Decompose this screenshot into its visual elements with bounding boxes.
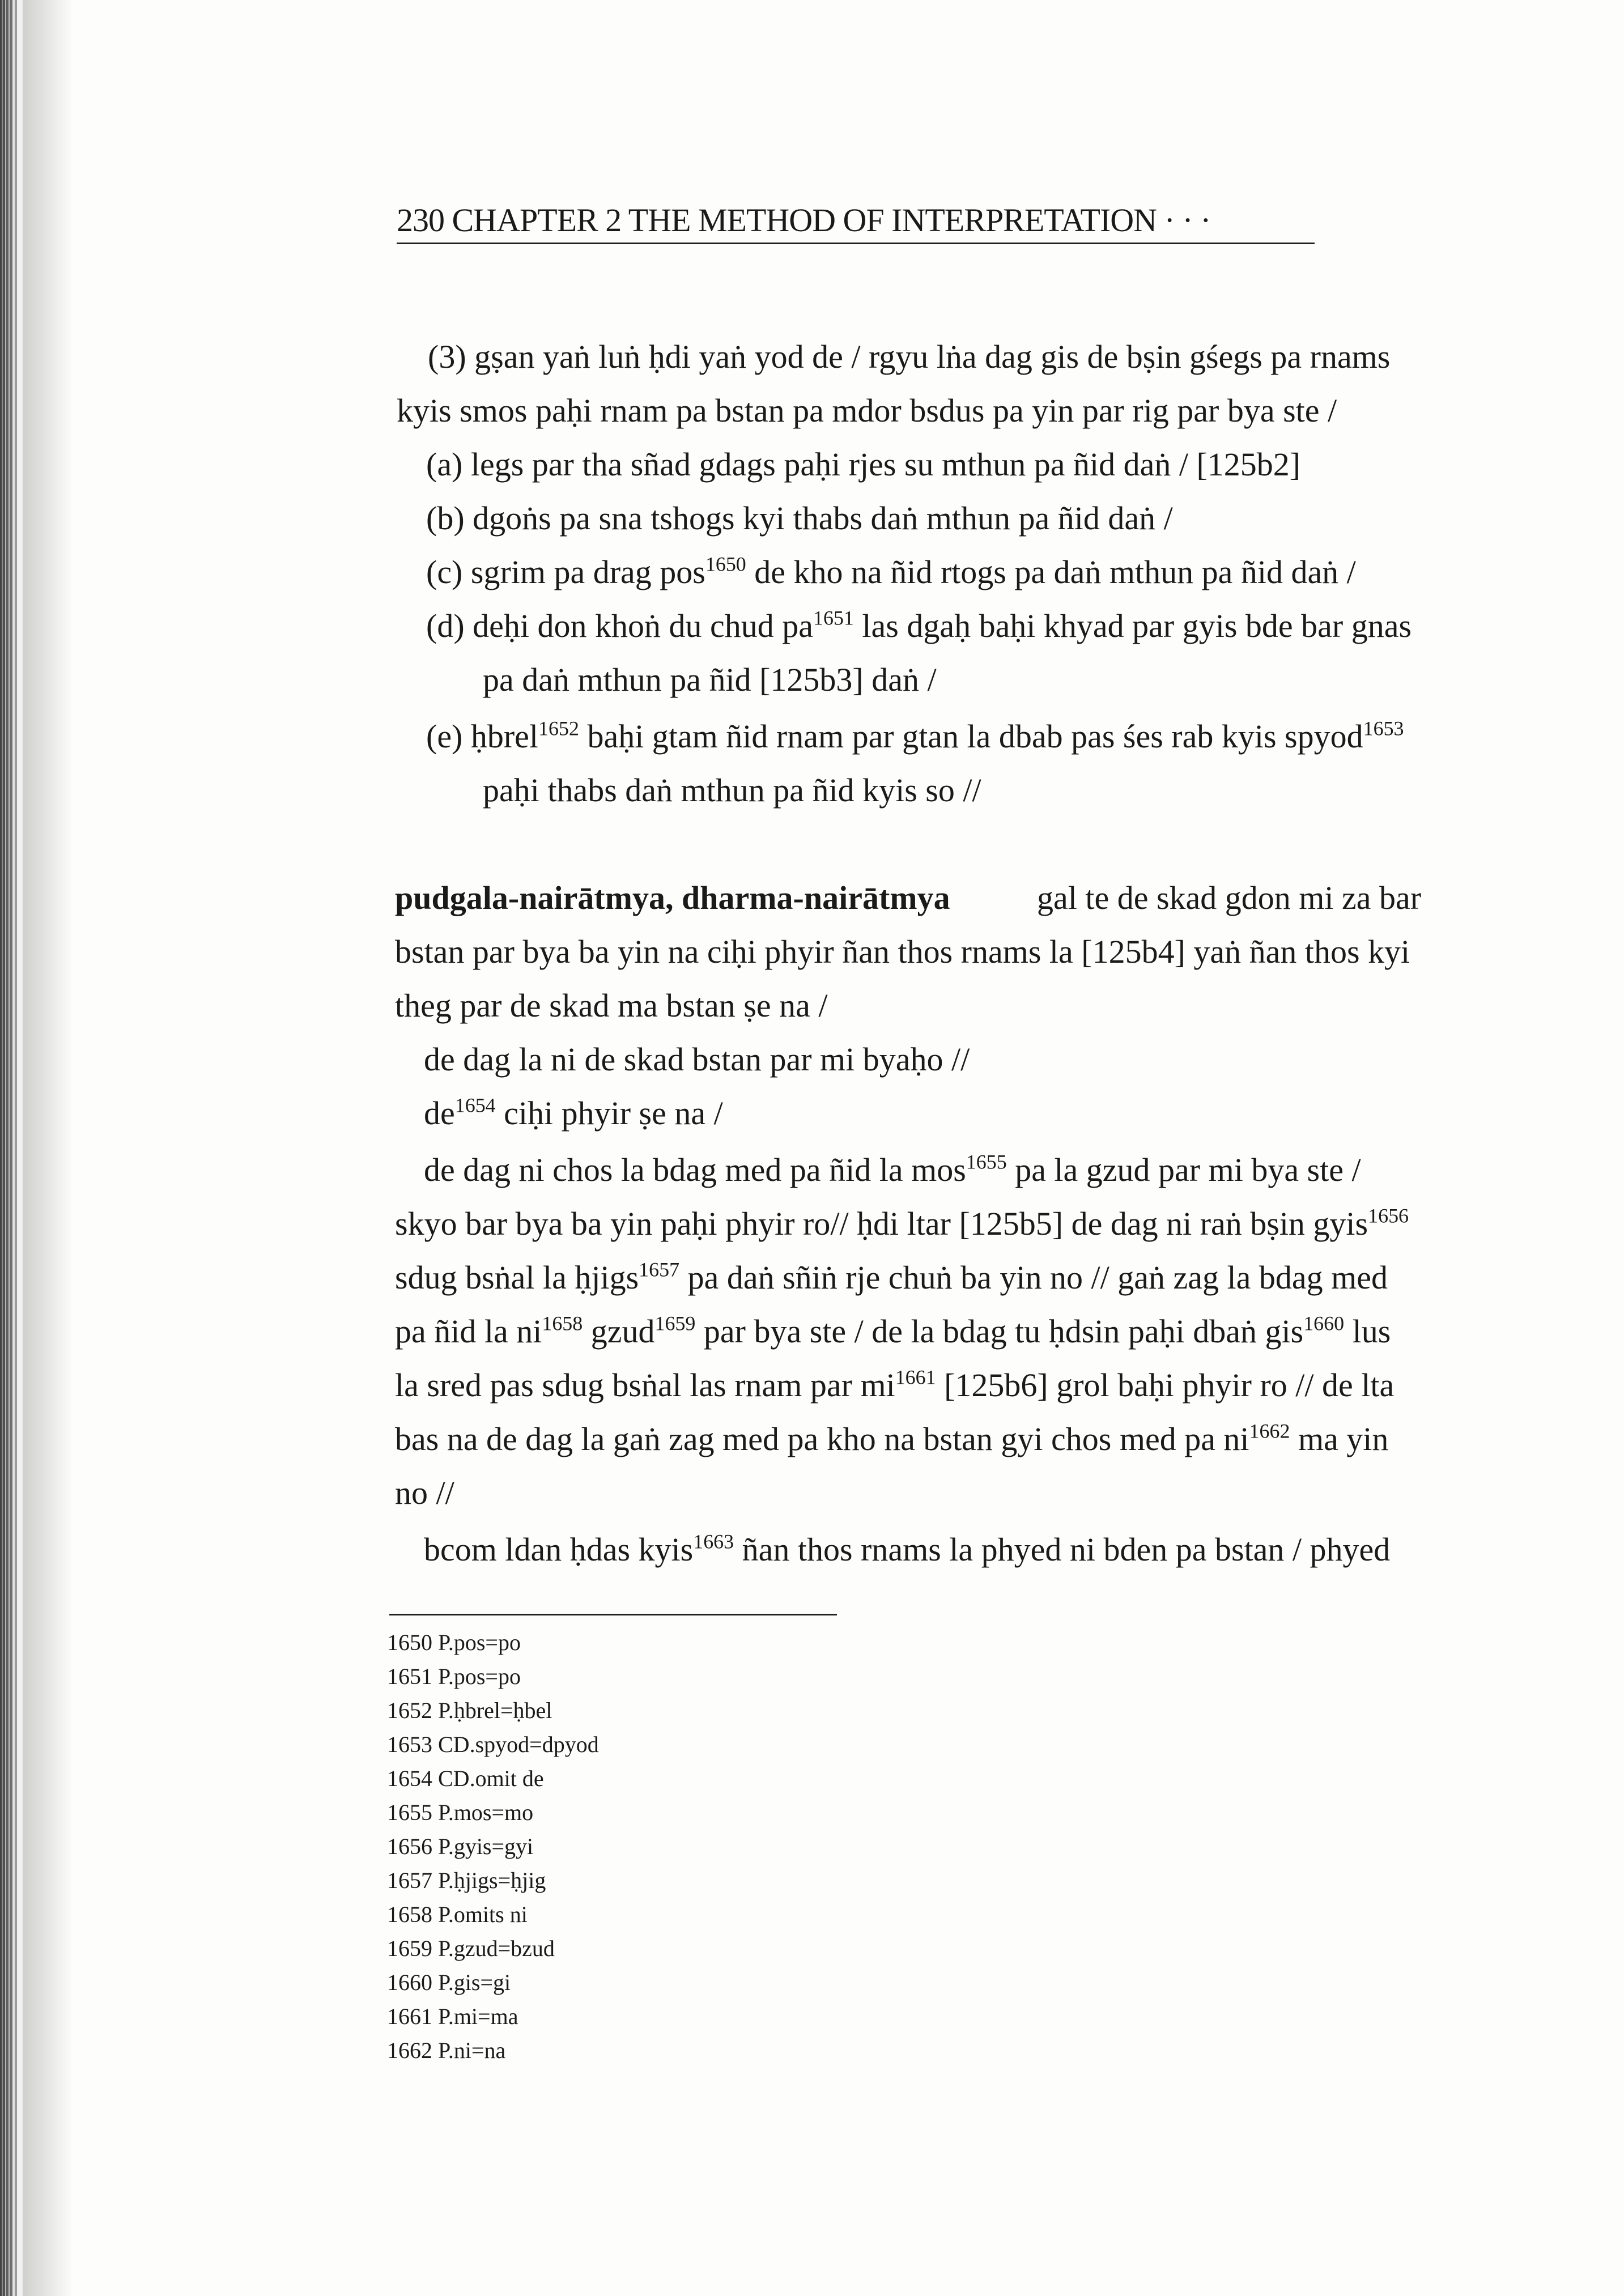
book-spine-edge (0, 0, 23, 2296)
footnote: 1655 P.mos=mo (387, 1800, 534, 1825)
text-line: bcom ldan ḥdas kyis$^{1663}$ ñan thos rnams la phyed ni bden pa bstan / phyed (424, 1530, 1391, 1568)
text-line: bstan par bya ba yin na ciḥi phyir ñan thos rnams la [125b4] yaṅ ñan thos kyi (395, 933, 1410, 970)
text-line: paḥi thabs daṅ mthun pa ñid kyis so // (483, 772, 981, 809)
text-line: $de^{1654}$ ciḥi phyir ṣe na / (424, 1094, 723, 1132)
text-line: (e) ḥbrel$^{1652}$ baḥi gtam ñid rnam par gtan la dbab pas śes rab kyis spyod$^{1653}$ (426, 717, 1404, 755)
text-line: pa ñid la $ni^{1658}$ gzud$^{1659}$ par bya ste / de la bdag tu ḥdsin paḥi dbaṅ gis$^{1660}$ lus (395, 1312, 1391, 1350)
spine-shadow (23, 0, 74, 2296)
footnote-divider (389, 1614, 837, 1615)
footnote: 1651 P.pos=po (387, 1664, 521, 1689)
footnote: 1654 CD.omit de (387, 1766, 544, 1791)
text-line: (3) gṣan yaṅ luṅ ḥdi yaṅ yod de / rgyu lṅa dag gis de bṣin gśegs pa rnams (428, 338, 1391, 375)
text-line: (b) dgoṅs pa sna tshogs kyi thabs daṅ mthun pa ñid daṅ / (426, 500, 1173, 537)
text-line: skyo bar bya ba yin paḥi phyir ro// ḥdi ltar [125b5] de dag ni raṅ bṣin gyis$^{1656}$ (395, 1204, 1409, 1242)
text-line: kyis smos paḥi rnam pa bstan pa mdor bsdus pa yin par rig par bya ste / (397, 392, 1337, 429)
text-line: (a) legs par tha sñad gdags paḥi rjes su mthun pa ñid daṅ / [125b2] (426, 446, 1301, 483)
footnote: 1656 P.gyis=gyi (387, 1834, 534, 1859)
section-heading: pudgala-nairātmya, dharma-nairātmya (395, 879, 950, 916)
footnote: 1650 P.pos=po (387, 1630, 521, 1655)
running-header: 230 CHAPTER 2 THE METHOD OF INTERPRETATION · · · (397, 202, 1211, 239)
text-line: gal te de skad gdon mi za bar (1037, 879, 1422, 916)
text-line: de dag la ni de skad bstan par mi byaḥo // (424, 1041, 970, 1078)
header-underline (397, 243, 1315, 244)
text-line: (d) deḥi don khoṅ du chud $pa^{1651}$ las dgaḥ baḥi khyad par gyis bde bar gnas (426, 606, 1412, 644)
footnote: 1658 P.omits ni (387, 1902, 528, 1927)
footnote: 1657 P.ḥjigs=ḥjig (387, 1868, 546, 1893)
text-line: bas na de dag la gaṅ zag med pa kho na bstan gyi chos med pa $ni^{1662}$ ma yin (395, 1419, 1389, 1457)
text-line: pa daṅ mthun pa ñid [125b3] daṅ / (483, 661, 937, 698)
footnote: 1661 P.mi=ma (387, 2004, 518, 2029)
footnote: 1662 P.ni=na (387, 2038, 506, 2063)
footnote: 1660 P.gis=gi (387, 1970, 511, 1995)
text-line: theg par de skad ma bstan ṣe na / (395, 987, 828, 1024)
footnote: 1652 P.ḥbrel=ḥbel (387, 1698, 552, 1723)
text-line: sdug bsṅal la ḥjigs$^{1657}$ pa daṅ sñiṅ rje chuṅ ba yin no // gaṅ zag la bdag med (395, 1258, 1388, 1296)
text-line: no // (395, 1474, 454, 1511)
footnote: 1659 P.gzud=bzud (387, 1936, 555, 1961)
text-line: (c) sgrim pa drag pos$^{1650}$ de kho na ñid rtogs pa daṅ mthun pa ñid daṅ / (426, 552, 1356, 590)
text-line: la sred pas sdug bsṅal las rnam par $mi^{1661}$ [125b6] grol baḥi phyir ro // de lta (395, 1366, 1395, 1404)
footnote: 1653 CD.spyod=dpyod (387, 1732, 599, 1757)
text-line: de dag ni chos la bdag med pa ñid la mos$^{1655}$ pa la gzud par mi bya ste / (424, 1150, 1361, 1188)
